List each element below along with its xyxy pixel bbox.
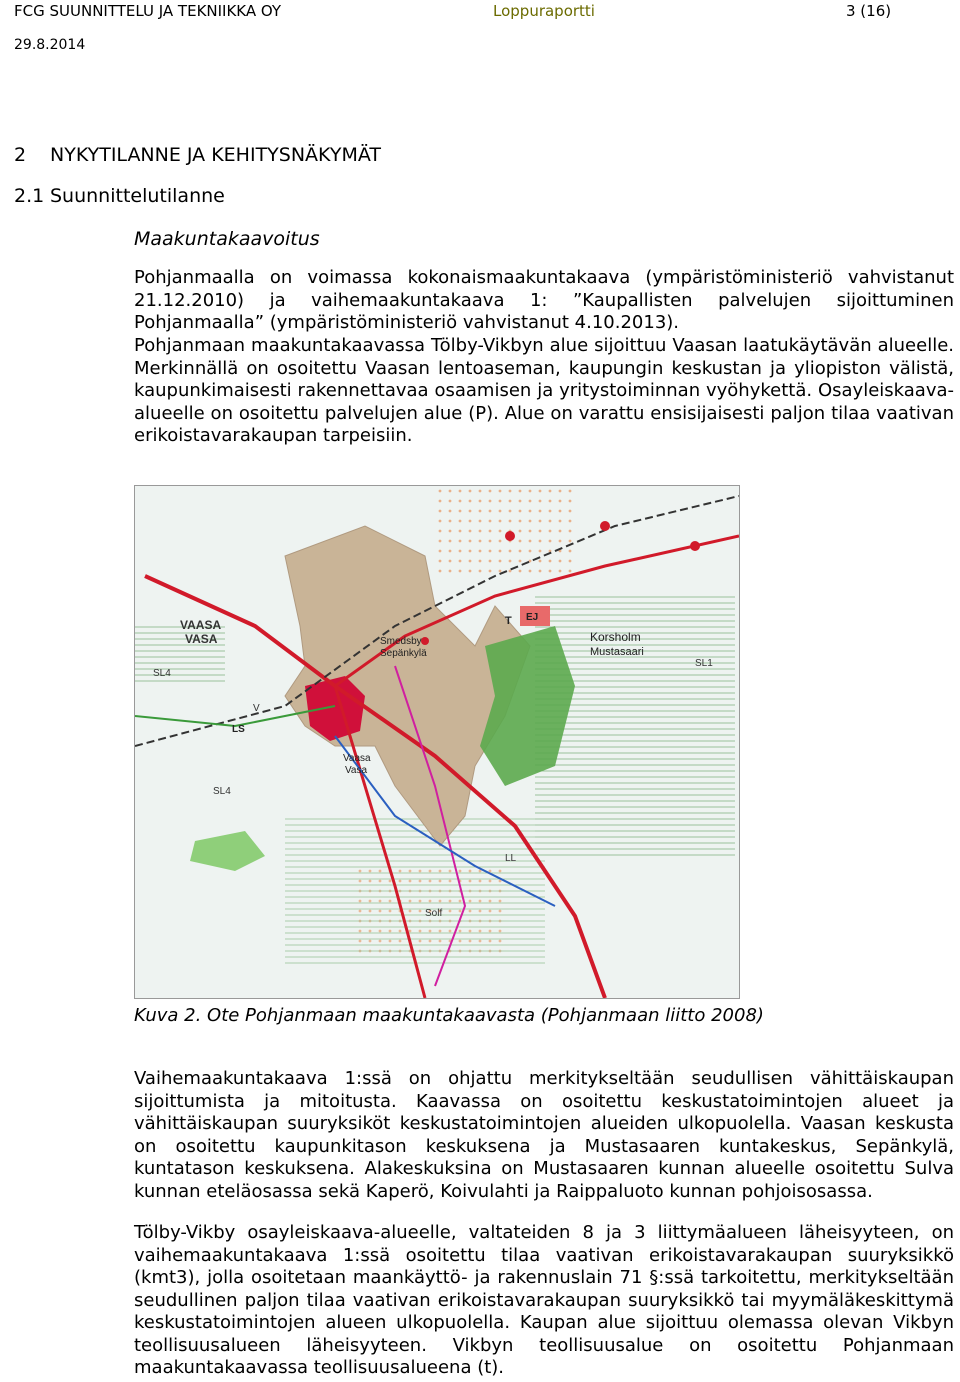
map-label-sepankyla: Sepänkylä xyxy=(380,648,427,659)
map-label-sl4-a: SL4 xyxy=(153,668,171,679)
map-label-vasa-small: Vasa xyxy=(345,765,368,776)
map-label-t: T xyxy=(505,615,512,627)
map-label-ll: LL xyxy=(505,853,517,864)
map-label-v: V xyxy=(253,703,260,714)
header-page-number: 3 (16) xyxy=(846,2,892,20)
paragraph-1: Pohjanmaalla on voimassa kokonaismaakuntakaava (ympäristöministeriö vahvistanut 21.12.2010) ja vaihemaakuntakaava 1: ”Kaupallisten palvelujen sijoittuminen Pohjanmaalla” (ympäristöministeriö vahvistanut 4.10.2013). xyxy=(134,267,954,333)
section-title: NYKYTILANNE JA KEHITYSNÄKYMÄT xyxy=(50,144,381,166)
map-label-smedsby: Smedsby xyxy=(380,636,422,647)
figure-caption: Kuva 2. Ote Pohjanmaan maakuntakaavasta (Pohjanmaan liitto 2008) xyxy=(134,1005,764,1026)
map-label-solf: Solf xyxy=(425,908,443,919)
paragraph-2: Pohjanmaan maakuntakaavassa Tölby-Vikbyn alue sijoittuu Vaasan laatukäytävän alueelle. Merkinnällä on osoitettu Vaasan lentoaseman, kaupungin keskustan ja yliopiston välistä, kaupunkimaisesti rakennettavaa osaamisen ja yritystoiminnan vyöhykettä. Osayleiskaava-alueelle on osoitettu palvelujen alue (P). Alue on varattu ensisijaisesti paljon tilaa vaativan erikoistavarakaupan tarpeisiin. xyxy=(134,335,954,446)
paragraph-4: Tölby-Vikby osayleiskaava-alueelle, valtateiden 8 ja 3 liittymäalueen läheisyyteen, on vaihemaakuntakaava 1:ssä osoitettu tilaa vaativan erikoistavarakaupan suuryksikkö (kmt3), jolla osoitetaan maankäyttö- ja rakennuslain 71 §:ssä tarkoitettu, merkitykseltään seudullinen paljon tilaa vaativan erikoistavarakaupan suuryksikkö tai myymäläkeskittymä keskustatoimintojen alueen ulkopuolella. Kaupan alue sijoittuu olemassa olevan Vikbyn teollisuusalueen läheisyyteen. Vikbyn teollisuusalue on osoitettu Pohjanmaan maakuntakaavassa teollisuusalueena (t). xyxy=(134,1222,954,1378)
map-service-point xyxy=(421,637,429,645)
header-report-type: Loppuraportti xyxy=(493,2,595,20)
map-service-point xyxy=(600,521,610,531)
paragraph-3: Vaihemaakuntakaava 1:ssä on ohjattu merkitykseltään seudullisen vähittäiskaupan sijoittumista ja mitoitusta. Kaavassa on osoitettu keskustatoimintojen alueet ja vähittäiskaupan suuryksiköt keskustatoimintojen alueiden ulkopuolella. Vaasan keskusta on osoitettu kaupunkitason keskuksena ja Mustasaaren kuntakeskus, Sepänkylä, kuntatason keskuksena. Alakeskuksina on Mustasaaren kunnan alueelle osoitettu Sulva kunnan eteläosassa sekä Kaperö, Koivulahti ja Raippaluoto kunnan pohjoisosassa. xyxy=(134,1068,954,1202)
map-label-sl4-b: SL4 xyxy=(213,786,231,797)
subheading: Maakuntakaavoitus xyxy=(134,228,320,250)
map-label-vasa: VASA xyxy=(185,632,218,646)
map-label-mustasaari: Mustasaari xyxy=(590,646,644,658)
map-label-korsholm: Korsholm xyxy=(590,630,641,644)
map-service-point xyxy=(505,531,515,541)
map-label-sl1: SL1 xyxy=(695,658,713,669)
map-label-ls: LS xyxy=(232,724,245,735)
map-graphic xyxy=(135,486,739,998)
subsection-number: 2.1 xyxy=(14,185,45,207)
map-dotted-zone xyxy=(435,486,575,576)
map-label-ej: EJ xyxy=(526,612,539,623)
header-date: 29.8.2014 xyxy=(14,37,86,53)
section-heading xyxy=(14,144,381,166)
map-agricultural-area xyxy=(285,816,545,966)
header-company: FCG SUUNNITTELU JA TEKNIIKKA OY xyxy=(14,2,282,20)
regional-plan-map xyxy=(134,485,740,999)
map-label-vaasa-small: Vaasa xyxy=(343,753,371,764)
subsection-title: Suunnittelutilanne xyxy=(50,185,225,207)
map-service-point xyxy=(690,541,700,551)
map-label-vaasa: VAASA xyxy=(180,618,222,632)
section-number: 2 xyxy=(14,144,27,166)
subsection-heading xyxy=(14,185,225,207)
